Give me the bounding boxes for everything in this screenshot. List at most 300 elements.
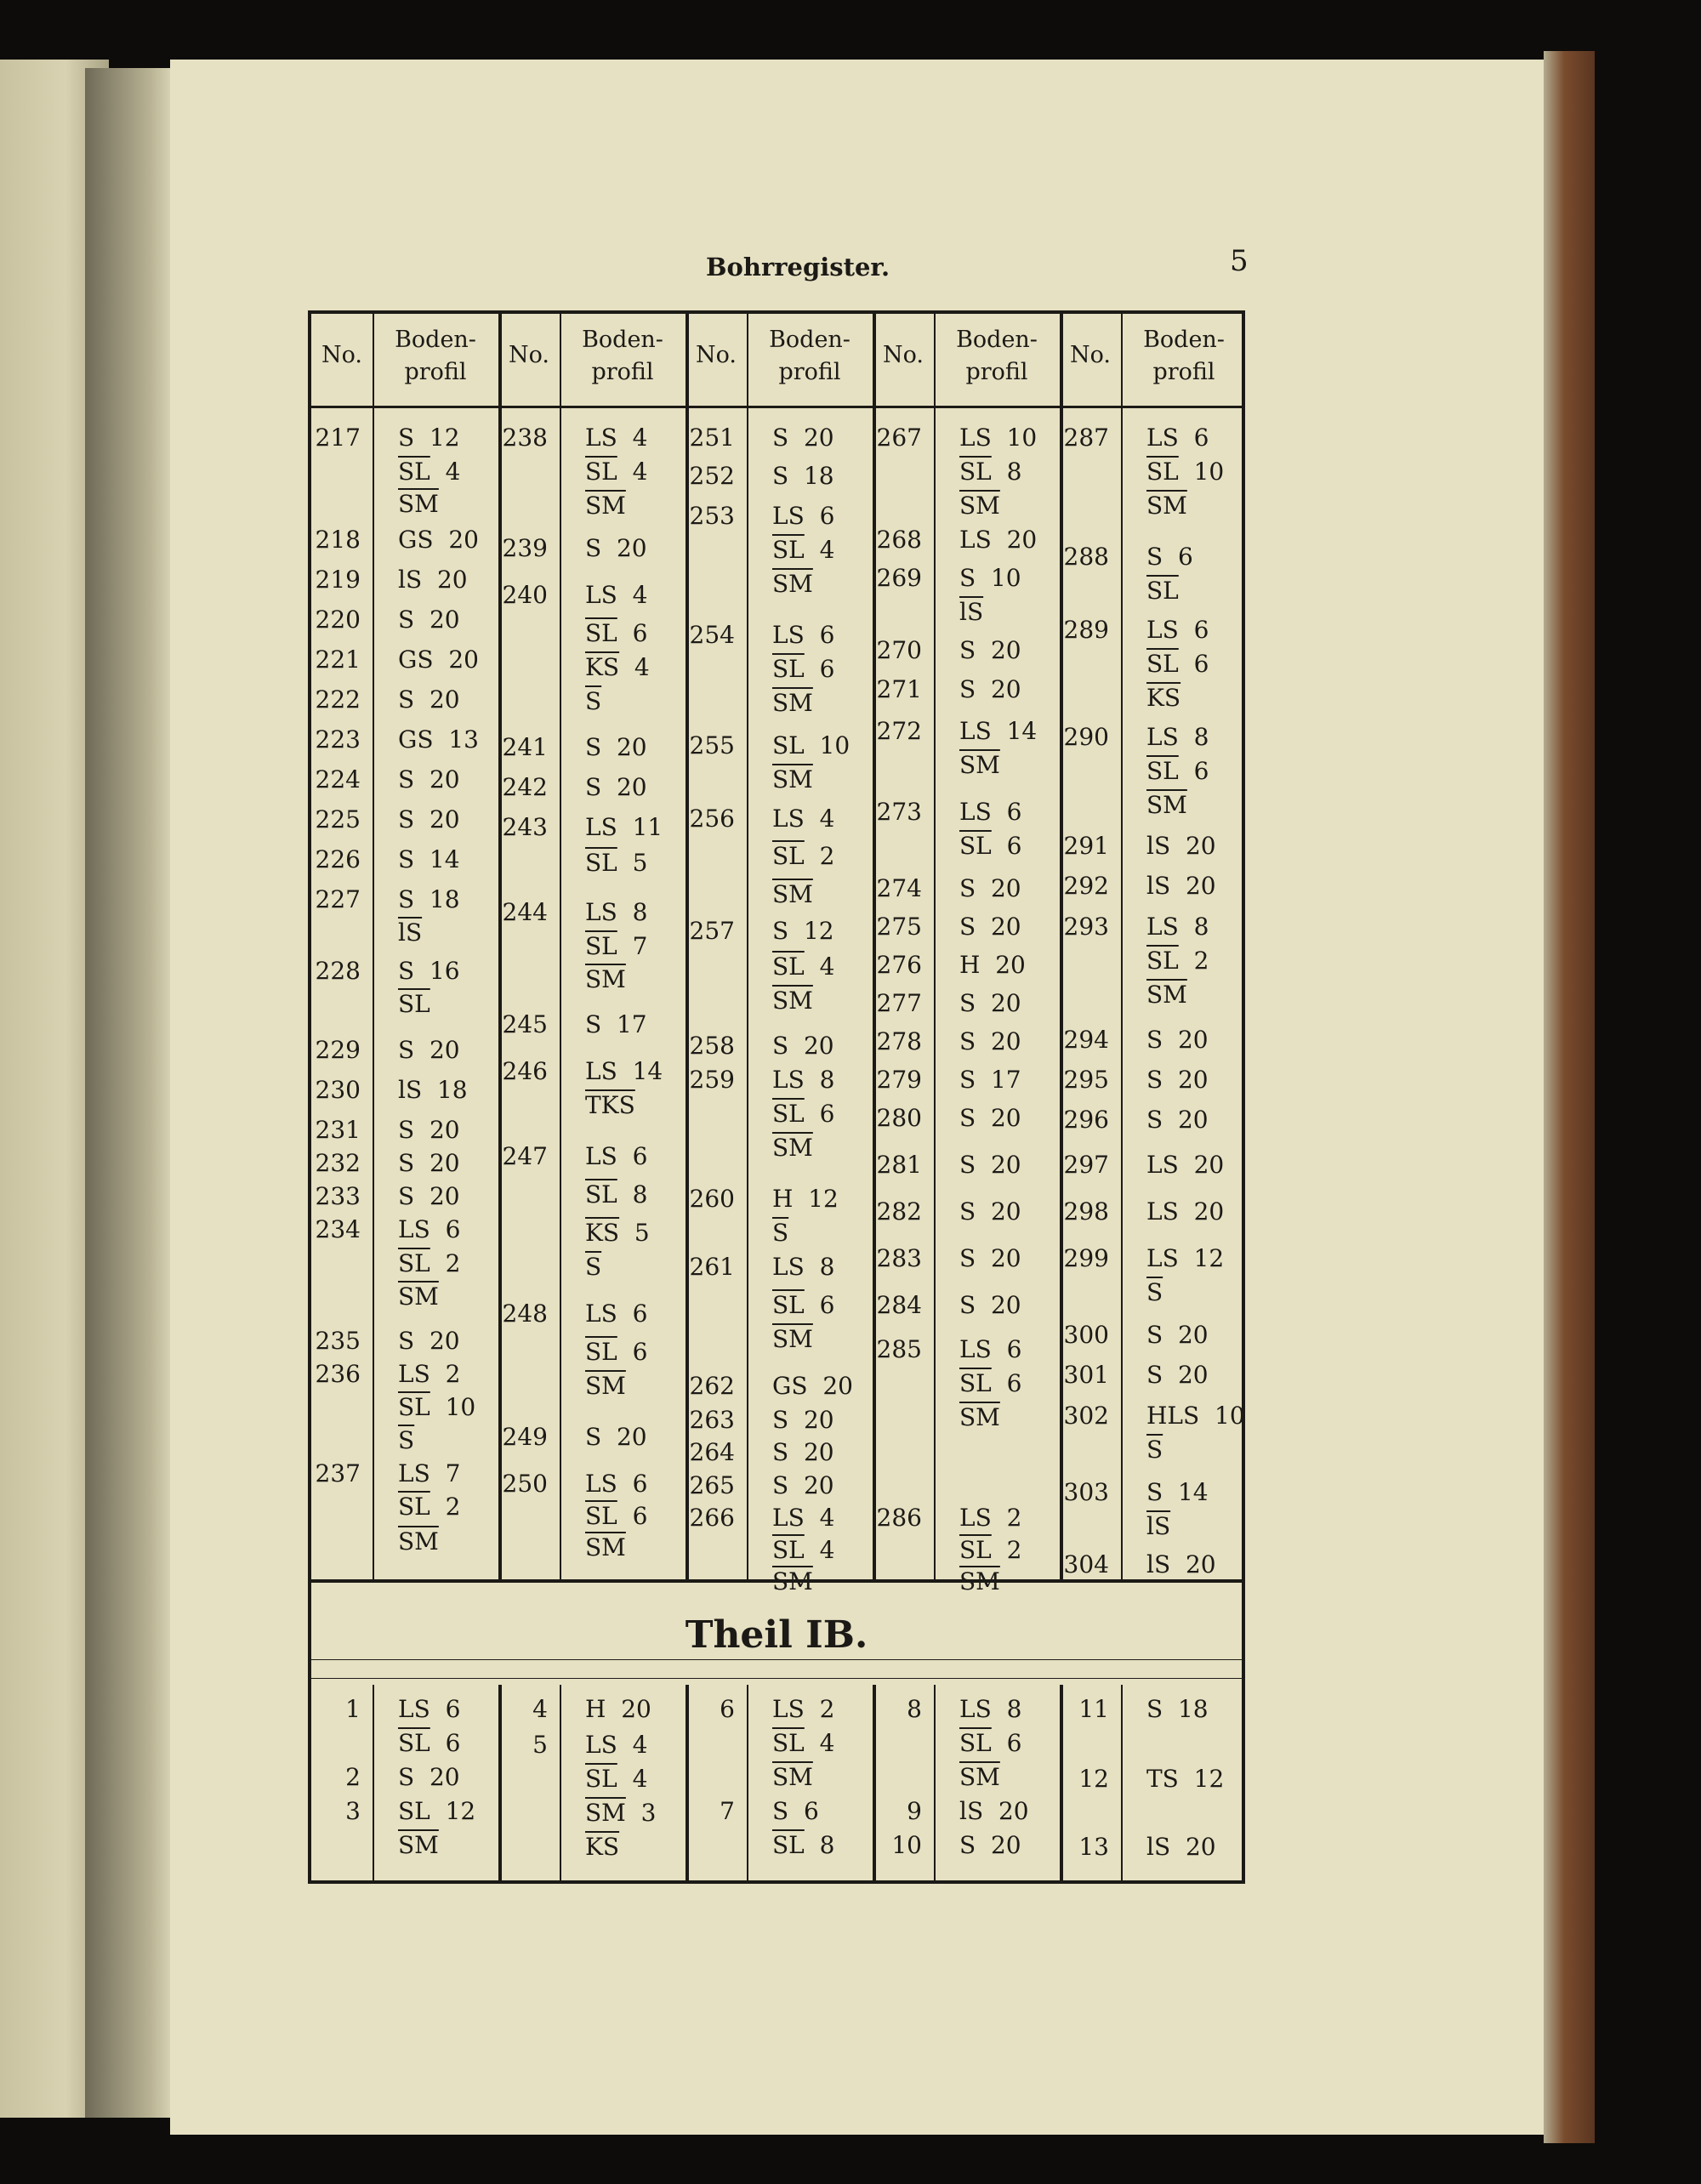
soil-profile <box>1146 1320 1243 1351</box>
soil-profile <box>959 1065 1056 1095</box>
profile-code: $\overline{SL}$ <box>959 1369 992 1397</box>
header-line: profil <box>965 359 1028 385</box>
soil-profile <box>959 750 1056 781</box>
profile-code: S <box>772 917 789 945</box>
profile-code: LS <box>959 1695 992 1723</box>
soil-profile <box>1146 912 1243 942</box>
profile-depth: 20 <box>1170 832 1216 860</box>
profile-code: $\overline{SM}$ <box>772 570 813 598</box>
profile-code: $\overline{SL}$ <box>585 1502 617 1530</box>
profile-code: S <box>959 989 976 1017</box>
profile-depth: 20 <box>976 989 1021 1017</box>
profile-code: $\overline{TKS}$ <box>585 1091 635 1119</box>
soil-profile <box>585 1798 682 1829</box>
soil-profile <box>585 931 682 962</box>
profile-depth: 2 <box>1178 947 1209 975</box>
row-number: 260 <box>689 1185 735 1213</box>
profile-code: $\overline{SM}$ <box>585 965 626 993</box>
profile-code: LS <box>585 581 617 609</box>
profile-code: S <box>772 1406 789 1434</box>
profile-depth: 20 <box>976 1831 1021 1859</box>
soil-profile <box>959 674 1056 705</box>
soil-profile <box>1146 1065 1243 1095</box>
soil-profile <box>585 848 682 879</box>
soil-profile <box>1146 871 1243 901</box>
profile-depth: 8 <box>617 1180 648 1209</box>
soil-profile <box>772 1099 869 1129</box>
row-number: 236 <box>315 1360 361 1388</box>
profile-depth: 20 <box>414 606 460 634</box>
profile-code: lS <box>398 566 423 594</box>
row-number: 231 <box>315 1116 361 1144</box>
soil-profile <box>585 533 682 564</box>
soil-profile <box>585 1832 682 1863</box>
profile-depth: 20 <box>1178 1151 1225 1179</box>
soil-profile <box>1146 1477 1243 1508</box>
profile-code: $\overline{SL}$ <box>398 1393 430 1421</box>
profile-depth: 20 <box>606 1695 651 1723</box>
profile-depth: 6 <box>804 621 835 649</box>
row-number: 251 <box>689 424 735 452</box>
profile-code: S <box>398 957 415 985</box>
soil-profile <box>585 686 682 717</box>
soil-profile <box>398 1248 495 1279</box>
profile-code: S <box>959 564 976 592</box>
soil-profile <box>1146 1105 1243 1135</box>
profile-code: $\overline{SM}$ <box>772 987 813 1015</box>
header-no: No. <box>883 342 924 368</box>
soil-profile <box>398 423 495 453</box>
header-bodenprofil <box>934 324 1060 389</box>
row-number: 10 <box>891 1831 922 1859</box>
soil-profile <box>772 501 869 532</box>
profile-code: LS <box>585 1142 617 1170</box>
row-number: 261 <box>689 1253 735 1281</box>
profile-code: LS <box>1146 616 1179 644</box>
profile-depth: 10 <box>1178 458 1225 486</box>
header-bodenprofil <box>747 324 873 389</box>
soil-profile <box>772 1218 869 1248</box>
profile-code: $\overline{SL}$ <box>772 1291 805 1319</box>
profile-code: H <box>585 1695 606 1723</box>
profile-depth: 6 <box>430 1695 461 1723</box>
header-line: profil <box>1152 359 1215 385</box>
profile-code: LS <box>772 805 805 833</box>
soil-profile <box>398 1425 495 1456</box>
profile-code: LS <box>585 1731 617 1759</box>
soil-profile <box>585 1252 682 1283</box>
profile-depth: 6 <box>991 1335 1022 1363</box>
soil-profile <box>772 879 869 910</box>
soil-profile <box>585 1218 682 1248</box>
profile-code: LS <box>398 1360 430 1388</box>
soil-profile <box>1146 1694 1243 1725</box>
column-rule <box>934 314 936 1583</box>
profile-depth: 12 <box>430 1797 476 1825</box>
soil-profile <box>398 1762 495 1793</box>
row-number: 275 <box>876 913 922 941</box>
profile-code: $\overline{SL}$ <box>585 619 617 647</box>
profile-code: $\overline{SL}$ <box>1146 947 1179 975</box>
profile-depth: 2 <box>804 842 835 870</box>
soil-profile <box>772 620 869 651</box>
soil-profile <box>959 1197 1056 1227</box>
column-rule <box>1121 314 1123 1583</box>
column-rule <box>373 314 374 1583</box>
profile-depth: 20 <box>414 1327 460 1355</box>
profile-depth: 20 <box>788 1032 834 1060</box>
profile-code: LS <box>959 1504 992 1532</box>
soil-profile <box>398 1694 495 1725</box>
soil-profile <box>398 457 495 487</box>
profile-depth: 20 <box>976 1151 1021 1179</box>
row-number: 282 <box>876 1197 922 1226</box>
soil-profile <box>959 491 1056 521</box>
row-rule <box>311 1678 1242 1679</box>
profile-depth: 13 <box>433 725 479 754</box>
soil-profile <box>1146 1243 1243 1274</box>
soil-profile <box>1146 615 1243 646</box>
profile-code: $\overline{SL}$ <box>585 1180 617 1209</box>
profile-code: SL <box>772 731 805 759</box>
soil-profile <box>772 1728 869 1759</box>
profile-depth: 4 <box>430 458 461 486</box>
profile-code: $\overline{SM}$ <box>959 492 1000 520</box>
soil-profile <box>772 1065 869 1095</box>
profile-depth: 6 <box>430 1729 461 1757</box>
profile-code: S <box>959 1291 976 1319</box>
soil-profile <box>772 1567 869 1597</box>
profile-code: $\overline{SL}$ <box>398 1493 430 1521</box>
soil-profile <box>959 1150 1056 1180</box>
row-number: 232 <box>315 1149 361 1177</box>
row-number: 271 <box>876 675 922 703</box>
profile-depth: 8 <box>804 1253 835 1281</box>
soil-profile <box>772 1470 869 1501</box>
soil-profile <box>959 1368 1056 1399</box>
profile-code: LS <box>772 621 805 649</box>
profile-code: $\overline{SL}$ <box>398 458 430 486</box>
profile-depth: 11 <box>617 813 663 841</box>
profile-depth: 20 <box>788 1406 834 1434</box>
row-number: 241 <box>502 733 548 761</box>
profile-code: $\overline{SM}$ <box>585 492 626 520</box>
soil-profile <box>772 1762 869 1793</box>
profile-depth: 3 <box>625 1799 657 1827</box>
profile-code: S <box>959 1244 976 1272</box>
profile-depth: 20 <box>414 1182 460 1210</box>
profile-depth: 20 <box>976 675 1021 703</box>
profile-code: LS <box>959 1335 992 1363</box>
profile-code: $\overline{S}$ <box>398 1426 415 1454</box>
row-number: 2 <box>345 1763 361 1791</box>
row-number: 240 <box>502 581 548 609</box>
profile-code: $\overline{lS}$ <box>398 919 423 947</box>
row-number: 269 <box>876 564 922 592</box>
profile-depth: 20 <box>414 1036 460 1064</box>
row-number: 235 <box>315 1327 361 1355</box>
profile-code: S <box>1146 1695 1163 1723</box>
soil-profile <box>398 1359 495 1390</box>
soil-profile <box>959 950 1056 981</box>
soil-profile <box>772 1830 869 1861</box>
profile-code: S <box>398 606 415 634</box>
profile-depth: 4 <box>619 653 650 681</box>
soil-profile <box>585 457 682 487</box>
profile-code: lS <box>959 1797 984 1825</box>
row-number: 5 <box>532 1731 548 1759</box>
profile-code: $\overline{SM}$ <box>585 1799 626 1827</box>
profile-code: SL <box>398 1797 430 1825</box>
row-number: 256 <box>689 805 735 833</box>
row-number: 268 <box>876 526 922 554</box>
profile-code: H <box>959 951 981 979</box>
profile-depth: 12 <box>1178 1244 1225 1272</box>
soil-profile <box>1146 491 1243 521</box>
soil-profile <box>1146 790 1243 821</box>
profile-code: S <box>1146 1066 1163 1094</box>
profile-depth: 12 <box>788 917 834 945</box>
profile-depth: 6 <box>617 1142 648 1170</box>
profile-code: $\overline{SM}$ <box>772 880 813 908</box>
row-rule <box>311 1659 1242 1660</box>
profile-depth: 6 <box>804 1291 835 1319</box>
row-number: 267 <box>876 424 922 452</box>
soil-profile <box>959 525 1056 555</box>
row-number: 295 <box>1063 1066 1109 1094</box>
profile-code: S <box>398 805 415 833</box>
profile-code: S <box>398 1149 415 1177</box>
profile-code: lS <box>1146 1833 1171 1861</box>
header-line: Boden- <box>395 327 476 353</box>
profile-depth: 4 <box>617 458 648 486</box>
soil-profile <box>398 1326 495 1356</box>
column-rule <box>747 314 748 1583</box>
row-number: 264 <box>689 1438 735 1466</box>
profile-depth: 6 <box>804 655 835 683</box>
profile-depth: 6 <box>1178 424 1209 452</box>
profile-code: S <box>398 424 415 452</box>
row-number: 8 <box>907 1695 922 1723</box>
row-rule <box>311 406 1242 408</box>
soil-profile <box>398 1830 495 1861</box>
profile-code: LS <box>772 1253 805 1281</box>
profile-code: S <box>772 424 789 452</box>
soil-profile <box>959 1796 1056 1827</box>
profile-code: S <box>398 1116 415 1144</box>
profile-depth: 4 <box>804 953 835 981</box>
profile-depth: 6 <box>1163 543 1193 571</box>
soil-profile <box>398 605 495 635</box>
soil-profile <box>1146 1550 1243 1580</box>
column-rule <box>560 1685 561 1880</box>
row-number: 226 <box>315 845 361 873</box>
soil-profile <box>959 1762 1056 1793</box>
profile-code: S <box>585 773 602 801</box>
row-number: 257 <box>689 917 735 945</box>
profile-depth: 18 <box>422 1076 468 1104</box>
profile-code: LS <box>1146 1151 1179 1179</box>
soil-profile <box>772 1503 869 1533</box>
soil-profile <box>585 1180 682 1210</box>
profile-depth: 20 <box>601 773 647 801</box>
profile-code: $\overline{SL}$ <box>959 458 992 486</box>
profile-code: LS <box>398 1459 430 1487</box>
row-number: 299 <box>1063 1244 1109 1272</box>
row-number: 218 <box>315 526 361 554</box>
soil-profile <box>959 797 1056 828</box>
soil-profile <box>1146 1435 1243 1465</box>
profile-depth: 20 <box>983 1797 1029 1825</box>
soil-profile <box>1146 649 1243 680</box>
profile-code: $\overline{S}$ <box>1146 1436 1163 1464</box>
row-number: 230 <box>315 1076 361 1104</box>
row-number: 227 <box>315 885 361 913</box>
book-gutter <box>85 68 179 2118</box>
soil-profile <box>398 685 495 715</box>
profile-code: S <box>959 1066 976 1094</box>
profile-depth: 8 <box>991 458 1022 486</box>
row-number: 238 <box>502 424 548 452</box>
profile-depth: 6 <box>991 798 1022 826</box>
profile-depth: 6 <box>1178 650 1209 678</box>
row-number: 12 <box>1078 1765 1109 1793</box>
row-number: 286 <box>876 1504 922 1532</box>
row-number: 280 <box>876 1104 922 1132</box>
profile-depth: 20 <box>1163 1361 1209 1389</box>
soil-profile <box>772 916 869 947</box>
soil-profile <box>959 423 1056 453</box>
profile-depth: 8 <box>804 1831 835 1859</box>
soil-profile <box>1146 1764 1243 1794</box>
profile-code: $\overline{SM}$ <box>1146 981 1187 1009</box>
profile-code: S <box>1146 543 1163 571</box>
profile-code: LS <box>1146 1197 1179 1226</box>
profile-code: $\overline{KS}$ <box>585 653 620 681</box>
profile-code: S <box>772 1032 789 1060</box>
profile-code: $\overline{lS}$ <box>1146 1512 1171 1540</box>
profile-depth: 2 <box>430 1493 461 1521</box>
soil-profile <box>959 716 1056 747</box>
profile-depth: 12 <box>414 424 460 452</box>
row-number: 220 <box>315 606 361 634</box>
profile-depth: 20 <box>1170 1550 1216 1578</box>
soil-profile <box>585 1010 682 1040</box>
header-bodenprofil <box>560 324 686 389</box>
soil-profile <box>772 1133 869 1163</box>
profile-depth: 2 <box>430 1360 461 1388</box>
soil-profile <box>1146 831 1243 862</box>
profile-code: TS <box>1146 1765 1179 1793</box>
profile-depth: 6 <box>430 1215 461 1243</box>
profile-code: LS <box>585 1300 617 1328</box>
soil-profile <box>398 1115 495 1146</box>
profile-code: LS <box>398 1215 430 1243</box>
soil-profile <box>585 1337 682 1368</box>
profile-code: S <box>772 1797 789 1825</box>
profile-code: $\overline{SM}$ <box>398 1527 439 1556</box>
profile-code: $\overline{SM}$ <box>585 1372 626 1400</box>
profile-depth: 10 <box>804 731 850 759</box>
soil-profile <box>959 1402 1056 1433</box>
profile-depth: 20 <box>414 1116 460 1144</box>
soil-profile <box>398 1214 495 1245</box>
profile-depth: 14 <box>414 845 460 873</box>
profile-depth: 20 <box>414 805 460 833</box>
row-number: 301 <box>1063 1361 1109 1389</box>
profile-code: S <box>959 675 976 703</box>
profile-code: $\overline{SM}$ <box>1146 791 1187 819</box>
row-number: 11 <box>1078 1695 1109 1723</box>
profile-depth: 6 <box>1178 757 1209 785</box>
soil-profile <box>398 489 495 520</box>
row-number: 265 <box>689 1471 735 1499</box>
soil-profile <box>398 725 495 755</box>
profile-depth: 6 <box>788 1797 819 1825</box>
soil-profile <box>398 884 495 915</box>
row-number: 233 <box>315 1182 361 1210</box>
row-number: 6 <box>720 1695 735 1723</box>
profile-code: $\overline{KS}$ <box>585 1219 620 1247</box>
soil-profile <box>959 457 1056 487</box>
profile-depth: 18 <box>414 885 460 913</box>
header-line: profil <box>778 359 841 385</box>
soil-profile <box>959 597 1056 628</box>
profile-code: $\overline{SL}$ <box>398 990 430 1018</box>
profile-depth: 7 <box>430 1459 461 1487</box>
row-number: 255 <box>689 731 735 759</box>
soil-profile <box>1146 1511 1243 1542</box>
profile-code: S <box>959 874 976 902</box>
row-number: 263 <box>689 1406 735 1434</box>
soil-profile <box>585 1501 682 1532</box>
profile-code: $\overline{SL}$ <box>772 1100 805 1128</box>
profile-code: LS <box>959 717 992 745</box>
profile-code: LS <box>585 1470 617 1498</box>
profile-depth: 6 <box>991 1729 1022 1757</box>
row-number: 9 <box>907 1797 922 1825</box>
soil-profile <box>1146 1360 1243 1391</box>
profile-depth: 20 <box>1163 1066 1209 1094</box>
row-number: 229 <box>315 1036 361 1064</box>
header-no: No. <box>696 342 737 368</box>
profile-depth: 4 <box>804 536 835 564</box>
profile-depth: 20 <box>1163 1026 1209 1054</box>
row-number: 273 <box>876 798 922 826</box>
soil-profile <box>1146 423 1243 453</box>
profile-code: $\overline{SM}$ <box>959 1763 1000 1791</box>
profile-code: LS <box>1146 424 1179 452</box>
column-rule <box>560 314 561 1583</box>
row-number: 298 <box>1063 1197 1109 1226</box>
profile-code: S <box>1146 1026 1163 1054</box>
profile-code: $\overline{S}$ <box>585 1253 602 1281</box>
profile-depth: 20 <box>976 1244 1021 1272</box>
profile-depth: 20 <box>414 1763 460 1791</box>
soil-profile <box>959 988 1056 1019</box>
profile-code: LS <box>1146 913 1179 941</box>
profile-code: $\overline{SL}$ <box>585 1765 617 1793</box>
profile-code: $\overline{SL}$ <box>959 832 992 860</box>
profile-depth: 17 <box>601 1010 647 1038</box>
row-number: 294 <box>1063 1026 1109 1054</box>
row-number: 242 <box>502 773 548 801</box>
profile-code: $\overline{SM}$ <box>398 490 439 518</box>
profile-code: $\overline{SM}$ <box>585 1533 626 1561</box>
profile-code: $\overline{SL}$ <box>959 1536 992 1564</box>
header-bodenprofil <box>1121 324 1247 389</box>
profile-code: $\overline{SL}$ <box>398 1249 430 1277</box>
